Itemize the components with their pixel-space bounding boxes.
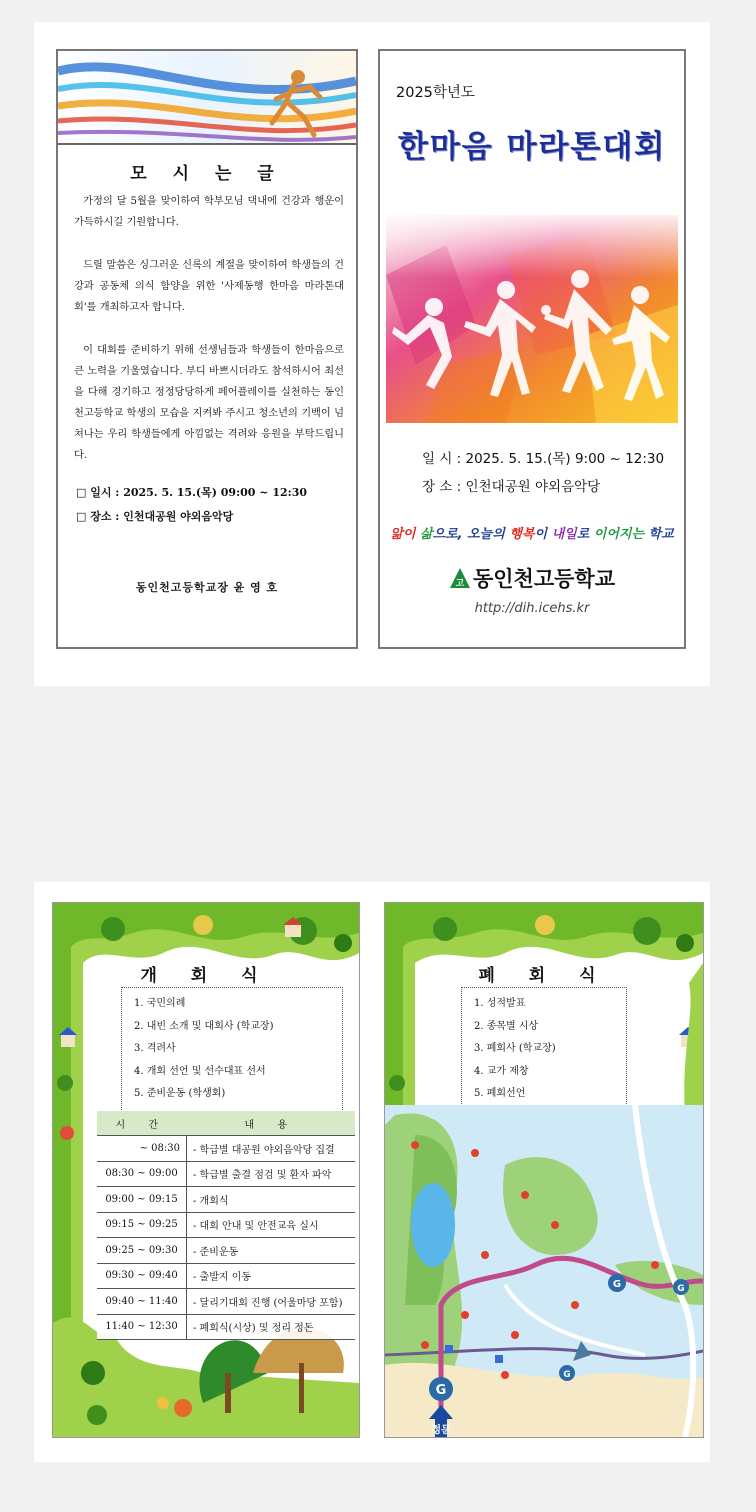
content-cell: - 폐회식(시상) 및 정리 정돈: [187, 1314, 356, 1340]
table-row: [97, 1212, 355, 1238]
invitation-title: 모 시 는 글: [130, 164, 284, 184]
list-item: 4. 교가 제창: [474, 1065, 529, 1077]
invitation-info: [76, 481, 307, 529]
poster-year: 2025학년도: [396, 85, 475, 101]
content-cell: - 학급별 출결 점검 및 환자 파악: [187, 1161, 356, 1187]
time-cell: 08:30 ~ 09:00: [97, 1161, 187, 1187]
content-cell: - 출발지 이동: [187, 1263, 356, 1289]
slogan-part: 이: [534, 527, 552, 542]
slogan-part: 내일: [551, 527, 577, 542]
school-name: 동인천고등학교: [472, 567, 615, 591]
table-row: [97, 1238, 355, 1264]
invitation-signature: 동인천고등학교장 윤 영 호: [135, 581, 279, 594]
time-cell: 09:25 ~ 09:30: [97, 1238, 187, 1264]
list-item: 4. 개회 선언 및 선수대표 선서: [134, 1065, 266, 1077]
invitation-date: □ 일시 : 2025. 5. 15.(목) 09:00 ~ 12:30: [76, 486, 308, 499]
table-row: [97, 1187, 355, 1213]
invitation-paragraph: 가정의 달 5월을 맞이하여 학부모님 댁내에 건강과 행운이 가득하시길 기원합니다.: [74, 196, 344, 228]
slogan-part: 의: [492, 527, 510, 542]
invitation-paragraph: 드릴 말씀은 싱그러운 신록의 계절을 맞이하여 학생들의 건강과 공동체 의식 함양을 위한 '사제동행 한마음 마라톤대회'를 개최하고자 합니다.: [74, 260, 344, 313]
time-cell: ~ 08:30: [97, 1136, 187, 1162]
schedule-table: [97, 1111, 355, 1340]
poster-place: 장 소 : 인천대공원 야외음악당: [422, 479, 601, 495]
slogan-part: 로: [576, 527, 594, 542]
park-route-map: [385, 1105, 703, 1437]
opening-order-box: [121, 987, 343, 1112]
svg-text:고: 고: [455, 579, 465, 589]
slogan-part: 으로,: [432, 527, 468, 542]
gate-marker: G: [435, 1383, 447, 1398]
opening-panel: [52, 902, 360, 1438]
invitation-paragraph: 이 대회를 준비하기 위해 선생님들과 학생들이 한마음으로 큰 노력을 기울였습니다. 부디 바쁘시더라도 참석하시어 최선을 다해 경기하고 정정당당하게 페어플레이를 실천하는 동인천고등학교 학생의 모습을 지켜봐 주시고 청소년의 기백이 넘쳐나는 우리 학생들에게 아낌없는 격려와 응원을 부탁드립니다.: [74, 345, 344, 461]
time-cell: 09:40 ~ 11:40: [97, 1289, 187, 1315]
time-cell: 09:30 ~ 09:40: [97, 1263, 187, 1289]
time-cell: 11:40 ~ 12:30: [97, 1314, 187, 1340]
table-row: [97, 1289, 355, 1315]
gate-marker: G: [612, 1279, 622, 1290]
table-row: [97, 1136, 355, 1162]
athletes-artwork: [386, 215, 678, 423]
poster-date: 일 시 : 2025. 5. 15.(목) 9:00 ~ 12:30: [422, 451, 665, 467]
poster-school: [380, 563, 684, 593]
table-row: [97, 1263, 355, 1289]
list-item: 3. 격려사: [134, 1043, 176, 1054]
gate-marker: G: [563, 1370, 571, 1380]
content-cell: - 대회 안내 및 안전교육 실시: [187, 1212, 356, 1238]
school-logo-icon: [449, 567, 471, 589]
closing-order-box: [461, 987, 627, 1112]
content-cell: - 학급별 대공원 야외음악당 집결: [187, 1136, 356, 1162]
slogan-part: 이어지는: [593, 527, 649, 542]
table-row: [97, 1314, 355, 1340]
slogan-part: 학교: [648, 527, 674, 542]
content-cell: - 준비운동: [187, 1238, 356, 1264]
closing-panel: [384, 902, 704, 1438]
table-row: [97, 1161, 355, 1187]
invitation-place: □ 장소 : 인천대공원 야외음악당: [76, 510, 234, 523]
list-item: 2. 종목별 시상: [474, 1020, 539, 1032]
main-gate-label: 정문: [431, 1425, 451, 1436]
list-item: 3. 폐회사 (학교장): [474, 1043, 556, 1054]
closing-title: 폐 회 식: [478, 966, 610, 986]
school-url: http://dih.icehs.kr: [474, 601, 590, 616]
invitation-body: [74, 191, 344, 488]
gate-marker: G: [677, 1284, 685, 1294]
slogan-part: 행복: [509, 527, 535, 542]
list-item: 2. 내빈 소개 및 대회사 (학교장): [134, 1020, 274, 1032]
poster-slogan: [380, 523, 684, 542]
poster-panel: [378, 49, 686, 649]
opening-title: 개 회 식: [140, 966, 272, 986]
slogan-part: 오늘: [467, 527, 493, 542]
invitation-panel: [56, 49, 358, 649]
list-item: 1. 성적발표: [474, 998, 526, 1009]
poster-info: [422, 445, 664, 501]
table-header-row: [97, 1111, 355, 1136]
slogan-part: 삶: [419, 527, 433, 542]
content-cell: - 달리기대회 진행 (어울마당 포함): [187, 1289, 356, 1315]
list-item: 5. 준비운동 (학생회): [134, 1088, 226, 1099]
time-header: 시 간: [97, 1111, 187, 1136]
list-item: 1. 국민의례: [134, 998, 186, 1009]
time-cell: 09:00 ~ 09:15: [97, 1187, 187, 1213]
content-header: 내 용: [187, 1111, 356, 1136]
poster-title: 한마음 마라톤대회: [397, 129, 667, 165]
content-cell: - 개회식: [187, 1187, 356, 1213]
runner-banner-image: [58, 51, 356, 145]
time-cell: 09:15 ~ 09:25: [97, 1212, 187, 1238]
list-item: 5. 폐회선언: [474, 1088, 526, 1099]
slogan-part: 앎이: [390, 527, 420, 542]
